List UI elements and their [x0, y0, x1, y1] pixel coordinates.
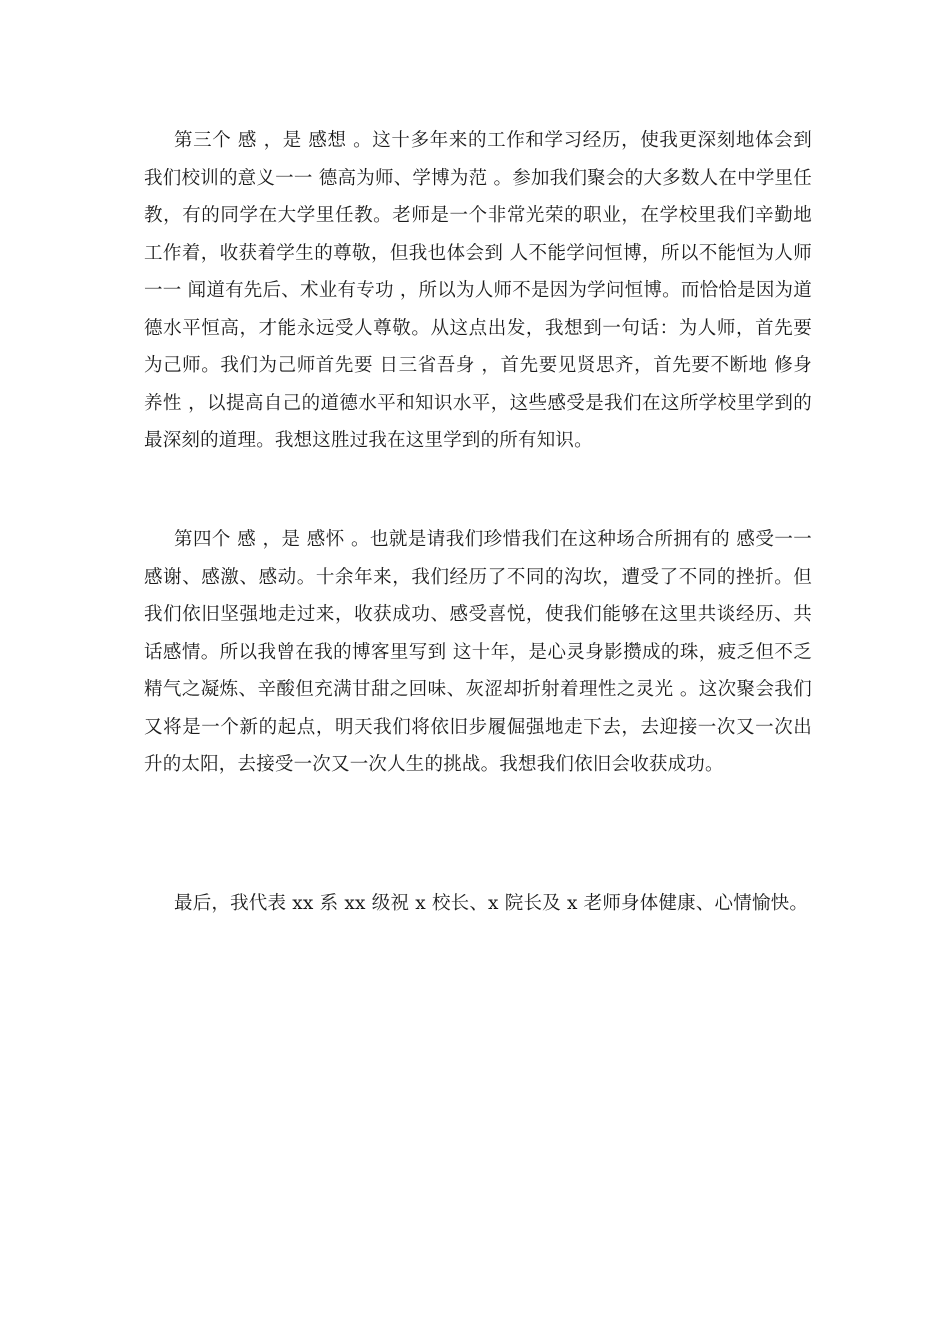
paragraph-closing-wishes: 最后，我代表 xx 系 xx 级祝 x 校长、x 院长及 x 老师身体健康、心情愉快。	[174, 893, 809, 914]
paragraph-fourth-feeling: 第四个 感 ，是 感怀 。也就是请我们珍惜我们在这种场合所拥有的 感受一一感谢、感激、感动。十余年来，我们经历了不同的沟坎，遭受了不同的挫折。但我们依旧坚强地走过来，收获成功、感受喜悦，使我们能够在这里共谈经历、共话感情。所以我曾在我的博客里写到 这十年，是心灵身影攒成的珠，疲乏但不乏精气之凝炼、辛酸但充满甘甜之回味、灰涩却折射着理性之灵光 。这次聚会我们又将是一个新的起点，明天我们将依旧步履倔强地走下去，去迎接一次又一次出升的太阳，去接受一次又一次人生的挑战。我想我们依旧会收获成功。	[144, 529, 812, 775]
paragraph-third-feeling: 第三个 感 ，是 感想 。这十多年来的工作和学习经历，使我更深刻地体会到我们校训的意义一一 德高为师、学博为范 。参加我们聚会的大多数人在中学里任教，有的同学在大学里任教。老师是一个非常光荣的职业，在学校里我们辛勤地工作着，收获着学生的尊敬，但我也体会到 人不能学问恒博，所以不能恒为人师 一一 闻道有先后、术业有专功 ，所以为人师不是因为学问恒博。而恰恰是因为道德水平恒高，才能永远受人尊敬。从这点出发，我想到一句话：为人师，首先要为己师。我们为己师首先要 日三省吾身 ，首先要见贤思齐，首先要不断地 修身养性 ，以提高自己的道德水平和知识水平，这些感受是我们在这所学校里学到的最深刻的道理。我想这胜过我在这里学到的所有知识。	[144, 130, 812, 451]
